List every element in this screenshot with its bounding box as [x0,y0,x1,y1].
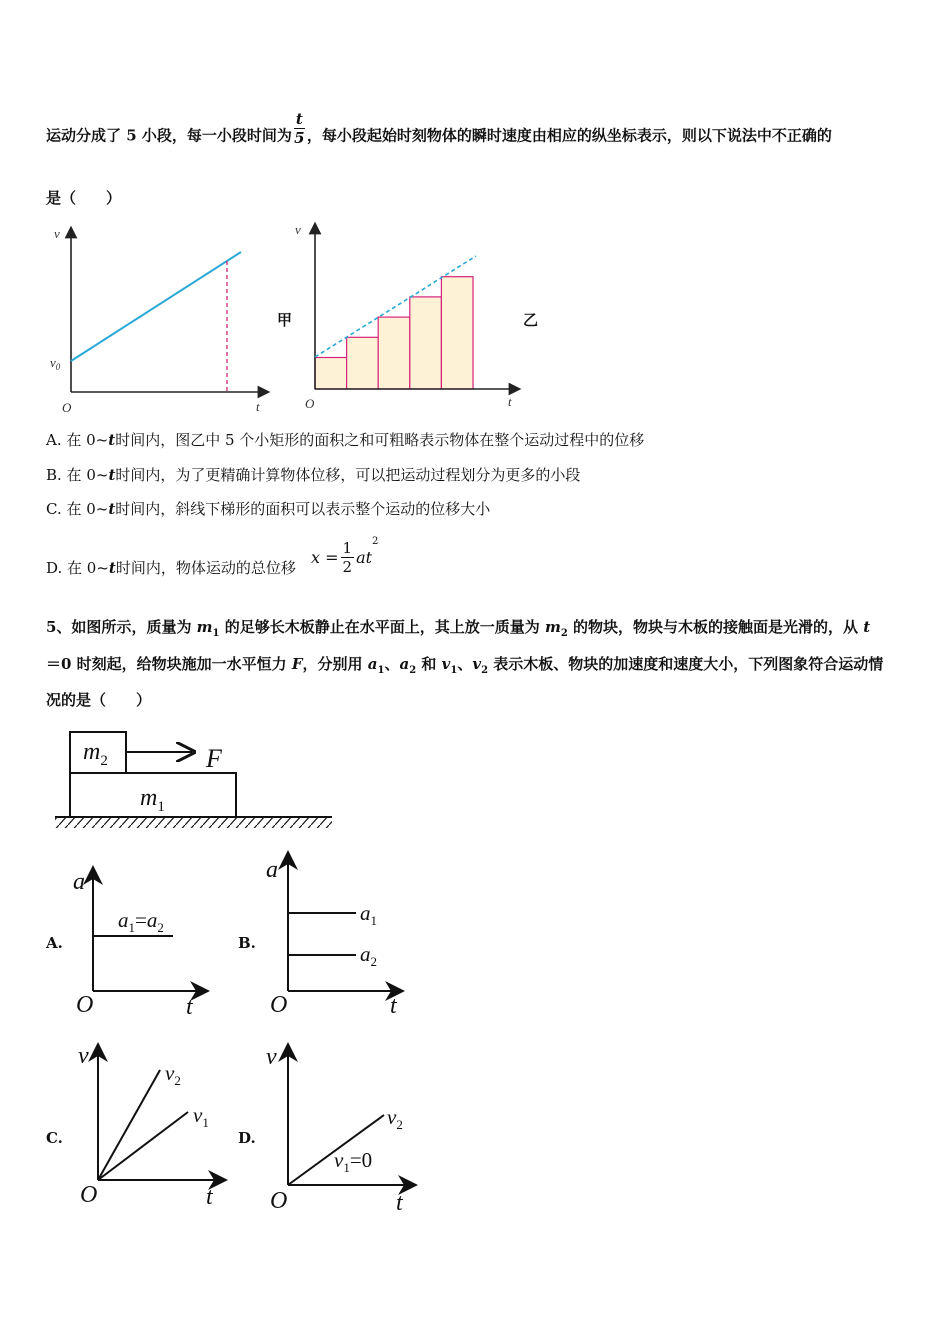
q4-line2: 是（ ） [46,189,122,207]
q5-line3: 况的是（ ） [46,691,152,709]
graph-c-x-label: t [206,1184,213,1210]
graph-d[interactable] [262,1040,422,1220]
graph-a-origin: O [76,992,94,1018]
yi-step-rect [441,277,473,389]
q4-fraction [294,110,305,147]
board-m1-label: $m_1$ [140,785,165,815]
ground-hatch [55,818,332,828]
graph-b-option[interactable]: B. [238,934,256,952]
graph-b-lower-label: $a_2$ [360,942,377,969]
formula-displacement: x = $\frac{1}{2}$ $at^2$ [311,536,379,576]
yi-origin-label: O [305,396,315,411]
graph-b[interactable] [262,850,412,1020]
graph-a[interactable] [68,862,218,1022]
option-c: C. 在 0~t时间内，斜线下梯形的面积可以表示整个运动的位移大小 [46,500,491,518]
jia-v0-label: $v_0$ [50,355,61,372]
graph-b-y-label: a [266,857,278,883]
graph-c-origin: O [80,1182,98,1208]
graph-d-y-label: v [266,1044,277,1070]
graph-b-upper-label: $a_1$ [360,901,377,928]
q4-frac-den: 5 [294,129,305,147]
option-a: A. 在 0~t时间内，图乙中 5 个小矩形的面积之和可粗略表示物体在整个运动过程中的位移 [46,431,645,449]
graph-d-origin: O [270,1188,288,1214]
q5-line1: 5、如图所示，质量为 $m_1$ 的足够长木板静止在水平面上，其上放一质量为 $m_2$ 的物块，物块与木板的接触面是光滑的，从 t [46,618,871,639]
q5-line2: ＝0 时刻起，给物块施加一水平恒力 F，分别用 $a_1$、$a_2$ 和 $v_1$、$v_2$ 表示木板、物块的加速度和速度大小，下列图象符合运动情 [46,655,884,676]
force-label: F [206,744,222,773]
graph-c[interactable] [72,1040,232,1215]
option-d: D. 在 0~t时间内，物体运动的总位移 [46,559,296,577]
figure-yi [290,220,526,420]
figure-jia [44,220,280,420]
graph-c-steep-label: $v_2$ [165,1061,181,1088]
jia-v-label: v [54,226,60,241]
label-yi: 乙 [523,311,539,329]
graph-d-line-label: $v_2$ [387,1105,403,1132]
graph-c-y-label: v [78,1043,89,1069]
jia-t-label: t [256,399,260,414]
yi-step-rect [315,358,347,390]
graph-a-option[interactable]: A. [46,934,63,952]
graph-a-y-label: a [73,869,85,895]
yi-step-rect [347,337,379,389]
graph-c-shallow-label: $v_1$ [193,1103,209,1130]
graph-c-steep-line [98,1070,160,1180]
yi-v-label: v [295,222,301,237]
label-jia: 甲 [277,311,293,329]
graph-b-x-label: t [390,993,397,1019]
graph-d-x-label: t [396,1190,403,1216]
graph-b-origin: O [270,992,288,1018]
graph-c-option[interactable]: C. [46,1129,63,1147]
yi-step-rect [410,297,442,389]
yi-t-label: t [508,394,512,409]
block-m2-label: $m_2$ [83,739,108,769]
yi-step-rect [378,317,410,389]
jia-velocity-line [71,252,241,361]
q4-frac-num: t [295,110,303,128]
q4-line1-pre: 运动分成了 5 小段，每一小段时间为 [46,126,292,145]
graph-d-option[interactable]: D. [238,1129,256,1147]
graph-a-line-label: $a_1=a_2$ [118,908,164,935]
jia-origin-label: O [62,400,72,415]
q4-line1 [46,110,832,155]
block-diagram [50,725,340,835]
q4-line1-post: ，每小段起始时刻物体的瞬时速度由相应的纵坐标表示，则以下说法中不正确的 [306,126,832,145]
graph-a-x-label: t [186,994,193,1020]
graph-c-shallow-line [98,1112,188,1180]
yi-step-bars [315,277,473,389]
graph-d-flat-label: $v_1=0$ [334,1148,373,1175]
option-b: B. 在 0~t时间内，为了更精确计算物体位移，可以把运动过程划分为更多的小段 [46,466,581,484]
